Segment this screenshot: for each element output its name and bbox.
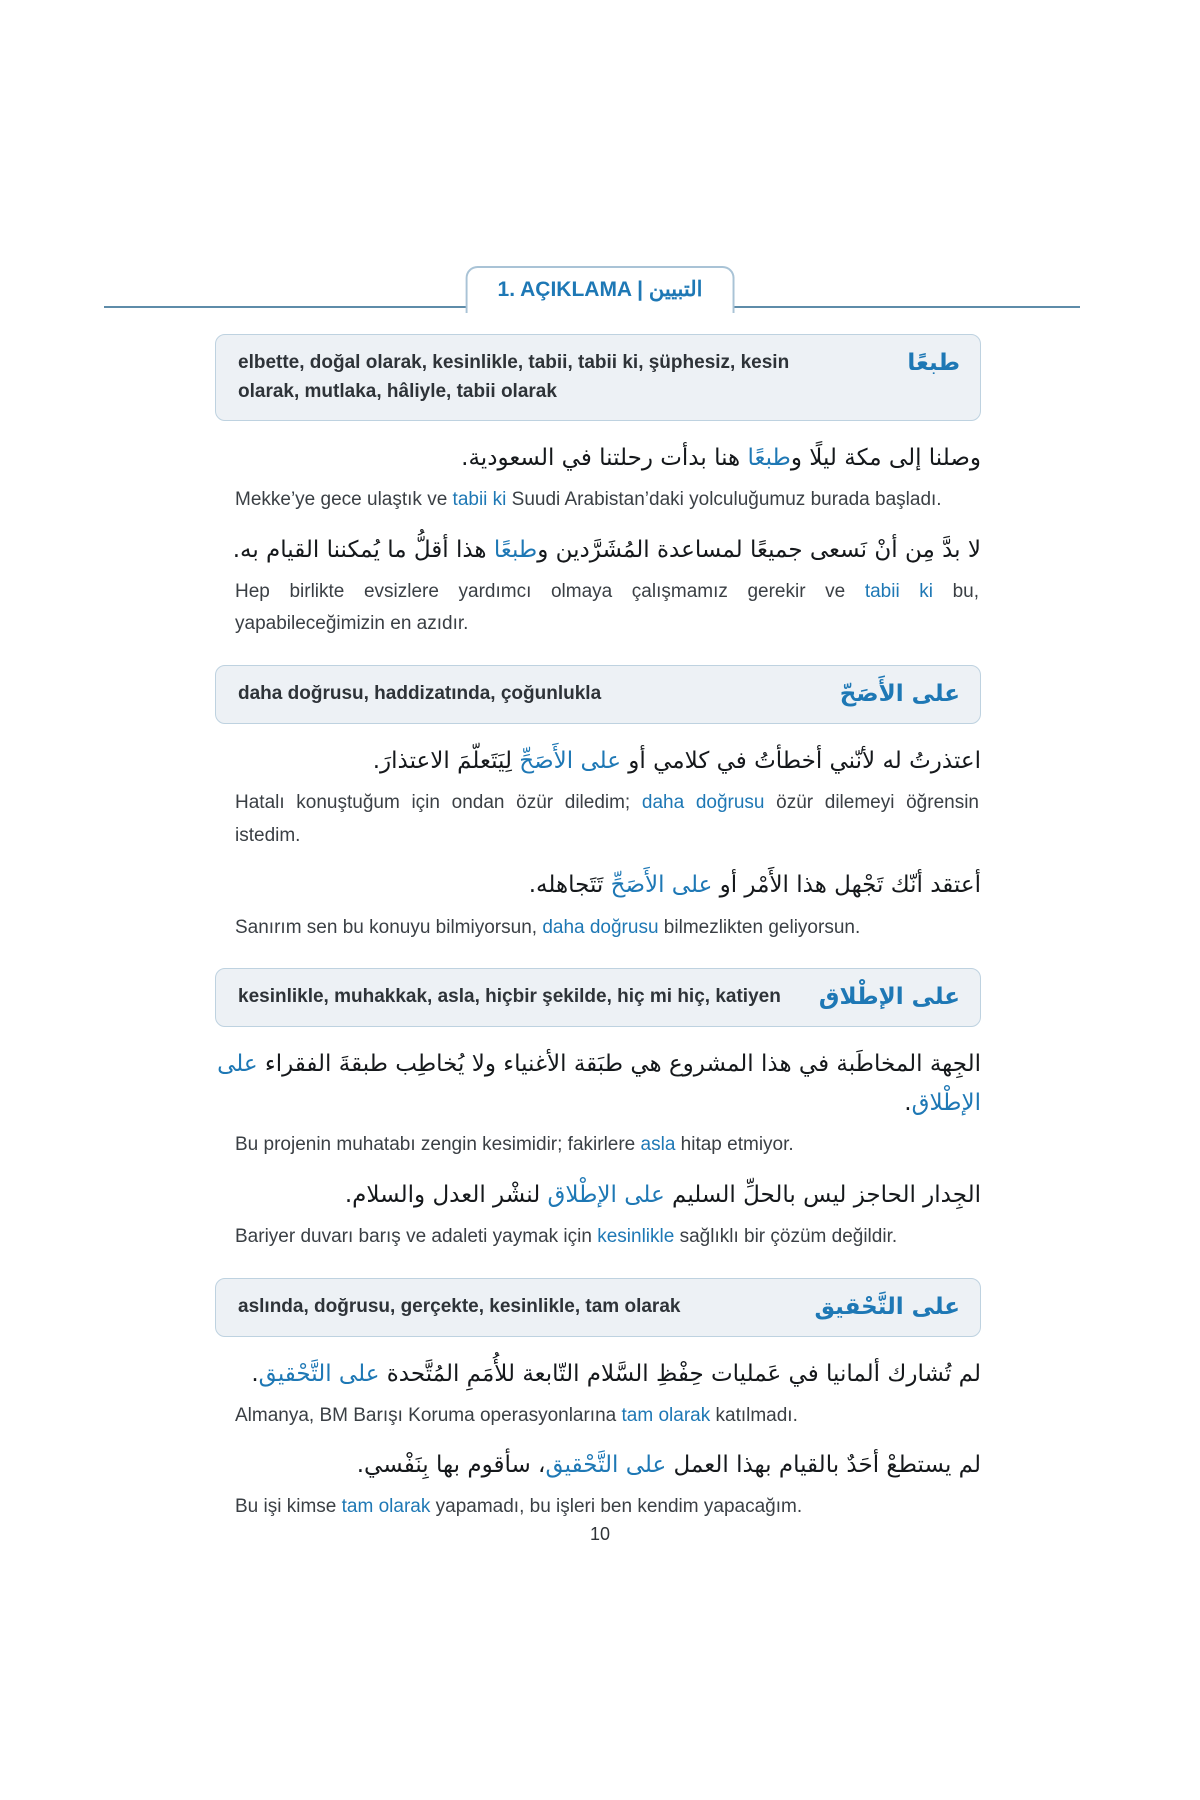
arabic-highlight-word: على التَّحْقيق — [545, 1452, 667, 1479]
arabic-segment: الجِدار الحاجز ليس بالحلِّ السليم — [664, 1181, 981, 1208]
arabic-sentence — [215, 1176, 981, 1215]
content-column — [215, 334, 981, 1548]
turkish-segment: Bu projenin muhatabı zengin kesimidir; fakirlere — [235, 1134, 641, 1156]
turkish-segment: sağlıklı bir çözüm değildir. — [674, 1226, 898, 1248]
arabic-segment: أعتقد أنّك تَجْهل هذا الأَمْر أو — [712, 872, 981, 899]
arabic-segment: لم تُشارك ألمانيا في عَمليات حِفْظِ السَّلام التّابعة للأُمَمِ المُتَّحدة — [379, 1360, 981, 1387]
example-pair — [215, 1446, 981, 1524]
turkish-translation — [235, 1129, 979, 1162]
arabic-sentence — [215, 1446, 981, 1485]
turkish-segment: Almanya, BM Barışı Koruma operasyonlarına — [235, 1404, 622, 1426]
turkish-meanings: kesinlikle, muhakkak, asla, hiçbir şekilde, hiç mi hiç, katiyen — [238, 986, 781, 1008]
arabic-headword: على التَّحْقيق — [814, 1293, 960, 1320]
arabic-sentence — [215, 1045, 981, 1123]
arabic-segment: هنا بدأت رحلتنا في السعودية. — [461, 444, 748, 471]
entry-section-4 — [215, 1278, 981, 1524]
entry-section-3 — [215, 968, 981, 1254]
turkish-segment: bu, yapabileceğimizin en azıdır. — [235, 580, 980, 635]
turkish-meanings: daha doğrusu, haddizatında, çoğunlukla — [238, 683, 602, 705]
turkish-segment: hitap etmiyor. — [675, 1134, 794, 1156]
arabic-segment: تَتَجاهله. — [528, 872, 611, 899]
arabic-highlight-word: طبعًا — [747, 444, 791, 471]
page-header — [0, 232, 1200, 308]
arabic-headword: على الإطْلاق — [818, 984, 960, 1011]
turkish-translation — [235, 912, 979, 945]
turkish-highlight-word: tam olarak — [341, 1496, 431, 1518]
arabic-sentence — [215, 1355, 981, 1394]
turkish-segment: Sanırım sen bu konuyu bilmiyorsun, — [235, 916, 543, 938]
arabic-sentence — [215, 742, 981, 781]
turkish-translation — [235, 787, 979, 852]
example-pair — [215, 866, 981, 944]
chapter-tab-label: 1. AÇIKLAMA | التبيين — [497, 278, 703, 301]
turkish-highlight-word: asla — [640, 1134, 676, 1156]
arabic-sentence — [215, 439, 981, 478]
turkish-segment: Hep birlikte evsizlere yardımcı olmaya çalışmamız gerekir ve — [235, 580, 865, 602]
arabic-highlight-word: على الإطْلاق — [217, 1051, 981, 1117]
turkish-segment: Bariyer duvarı barış ve adaleti yaymak için — [235, 1226, 598, 1248]
turkish-translation — [235, 1221, 979, 1254]
arabic-segment: . — [904, 1090, 912, 1117]
turkish-meanings: aslında, doğrusu, gerçekte, kesinlikle, tam olarak — [238, 1295, 681, 1317]
arabic-segment: لنشْر العدل والسلام. — [344, 1181, 548, 1208]
turkish-translation — [235, 484, 979, 517]
arabic-sentence — [215, 531, 981, 570]
arabic-segment: وصلنا إلى مكة ليلًا و — [790, 444, 981, 471]
arabic-segment: الجِهة المخاطَبة في هذا المشروع هي طبَقة الأغنياء ولا يُخاطِب طبقةَ الفقراء — [257, 1051, 981, 1078]
example-pair — [215, 531, 981, 641]
arabic-headword: على الأَصَحّ — [839, 681, 960, 708]
arabic-headword: طبعًا — [907, 350, 960, 376]
turkish-highlight-word: daha doğrusu — [641, 792, 765, 814]
page-number: 10 — [589, 1524, 611, 1544]
example-pair — [215, 1176, 981, 1254]
entry-section-2 — [215, 665, 981, 944]
turkish-highlight-word: tam olarak — [621, 1404, 711, 1426]
turkish-segment: katılmadı. — [710, 1404, 798, 1426]
turkish-segment: yapamadı, bu işleri ben kendim yapacağım. — [430, 1496, 803, 1518]
arabic-highlight-word: على الأَصَحِّ — [610, 872, 713, 899]
chapter-tab — [466, 266, 735, 313]
arabic-segment: ، سأقوم بها بِنَفْسي. — [356, 1452, 546, 1479]
example-pair — [215, 742, 981, 852]
arabic-segment: لم يستطعْ أحَدٌ بالقيام بهذا العمل — [666, 1452, 981, 1479]
turkish-segment: Mekke’ye gece ulaştık ve — [235, 488, 453, 510]
arabic-highlight-word: طبعًا — [493, 536, 538, 563]
example-pair — [215, 1045, 981, 1162]
turkish-segment: Hatalı konuştuğum için ondan özür diledim; — [235, 792, 642, 814]
example-pair — [215, 1355, 981, 1433]
turkish-segment: özür dilemeyi öğrensin istedim. — [235, 792, 979, 846]
arabic-segment: لا بدَّ مِن أنْ نَسعى جميعًا لمساعدة المُشَرَّدين و — [537, 536, 981, 563]
turkish-segment: Suudi Arabistan’daki yolculuğumuz burada başladı. — [506, 488, 942, 510]
entry-header — [215, 665, 981, 724]
turkish-highlight-word: kesinlikle — [597, 1226, 675, 1248]
entry-header — [215, 968, 981, 1027]
turkish-meanings: elbette, doğal olarak, kesinlikle, tabii, tabii ki, şüphesiz, kesin olarak, mutlaka, hâliyle, tabii olarak — [238, 352, 790, 403]
turkish-translation — [235, 576, 979, 641]
example-pair — [215, 439, 981, 517]
turkish-highlight-word: tabii ki — [452, 488, 507, 510]
arabic-segment: . — [251, 1360, 259, 1387]
turkish-highlight-word: daha doğrusu — [542, 916, 659, 938]
turkish-segment: bilmezlikten geliyorsun. — [658, 916, 861, 938]
arabic-highlight-word: على الأَصَحِّ — [519, 747, 621, 774]
entry-header — [215, 334, 981, 421]
arabic-highlight-word: على التَّحْقيق — [258, 1360, 380, 1387]
turkish-translation — [235, 1400, 979, 1433]
arabic-highlight-word: على الإطْلاق — [547, 1181, 665, 1208]
arabic-sentence — [215, 866, 981, 905]
entry-section-1 — [215, 334, 981, 641]
arabic-segment: لِيَتَعلّمَ الاعتذارَ. — [372, 747, 520, 774]
turkish-translation — [235, 1491, 979, 1524]
entry-header — [215, 1278, 981, 1337]
turkish-highlight-word: tabii ki — [864, 580, 933, 602]
turkish-segment: Bu işi kimse — [235, 1496, 342, 1518]
arabic-segment: هذا أقلُّ ما يُمكننا القيام به. — [232, 536, 494, 563]
arabic-segment: اعتذرتُ له لأنّني أخطأتُ في كلامي أو — [621, 747, 981, 774]
